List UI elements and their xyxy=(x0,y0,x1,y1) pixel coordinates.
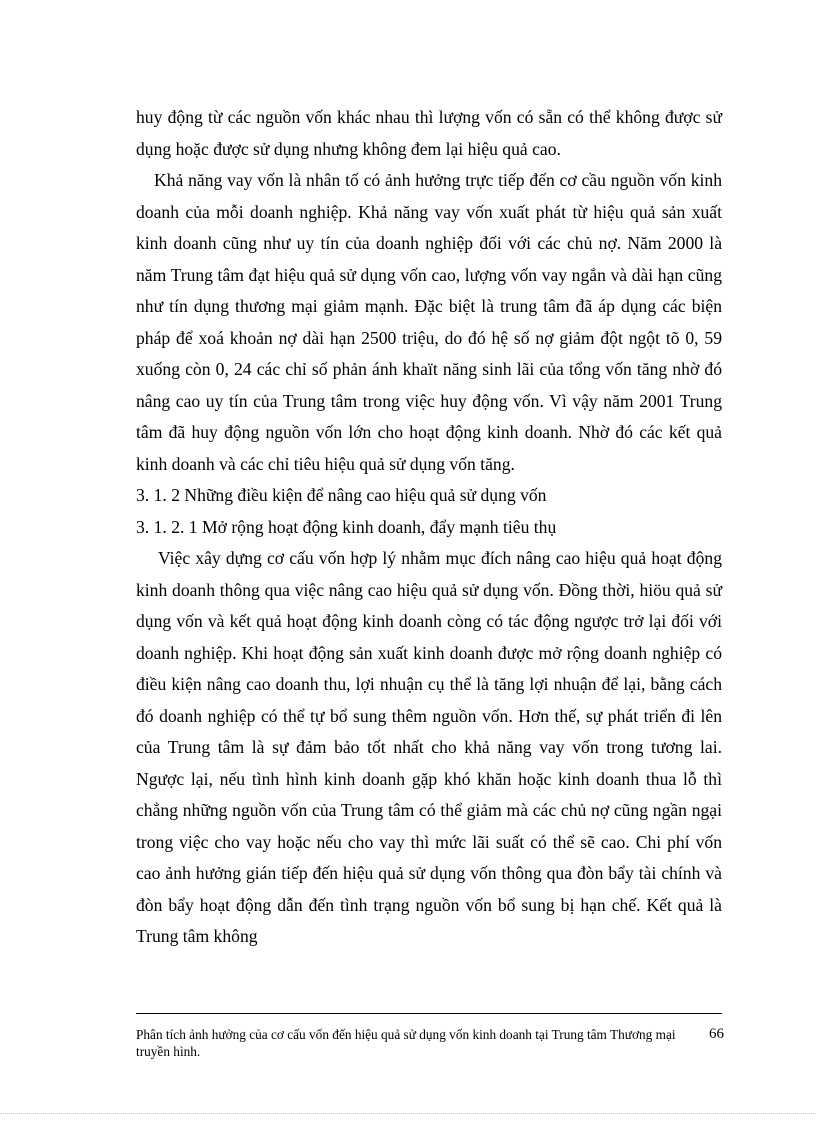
section-heading-3-1-2: 3. 1. 2 Những điều kiện để nâng cao hiệu quả sử dụng vốn xyxy=(136,485,547,505)
paragraph-capital-structure: Việc xây dựng cơ cấu vốn hợp lý nhằm mục đích nâng cao hiệu quả hoạt động kinh doanh thông qua việc nâng cao hiệu quả sử dụng vốn. Đồng thời, hiöu quả sử dụng vốn và kết quả hoạt động kinh doanh còng có tác động ngược trở lại đối với doanh nghiệp. Khi hoạt động sản xuất kinh doanh được mở rộng doanh nghiệp có điều kiện nâng cao doanh thu, lợi nhuận cụ thể là tăng lợi nhuận để lại, bằng cách đó doanh nghiệp có thể tự bổ sung thêm nguồn vốn. Hơn thế, sự phát triển đi lên của Trung tâm là sự đảm bảo tốt nhất cho khả năng vay vốn trong tương lai. Ngược lại, nếu tình hình kinh doanh gặp khó khăn hoặc kinh doanh thua lỗ thì chẳng những nguồn vốn của Trung tâm có thể giảm mà các chủ nợ cũng ngần ngại trong việc cho vay hoặc nếu cho vay thì mức lãi suất có thể sẽ cao. Chi phí vốn cao ảnh hưởng gián tiếp đến hiệu quả sử dụng vốn thông qua đòn bẩy tài chính và đòn bẩy hoạt động dẫn đến tình trạng nguồn vốn bổ sung bị hạn chế. Kết quả là Trung tâm không xyxy=(136,548,722,946)
section-heading-3-1-2-1: 3. 1. 2. 1 Mở rộng hoạt động kinh doanh, đẩy mạnh tiêu thụ xyxy=(136,516,557,537)
page-footer xyxy=(136,1026,722,1060)
page-number: 66 xyxy=(709,1026,724,1042)
page-bottom-edge xyxy=(0,1113,816,1114)
paragraph-borrowing-capacity: Khả năng vay vốn là nhân tố có ảnh hưởng trực tiếp đến cơ cầu nguồn vốn kinh doanh của mỗi doanh nghiệp. Khả năng vay vốn xuất phát từ hiệu quả sản xuất kinh doanh cũng như uy tín của doanh nghiệp đối với các chủ nợ. Năm 2000 là năm Trung tâm đạt hiệu quả sử dụng vốn cao, lượng vốn vay ngắn và dài hạn cũng như tín dụng thương mại giảm mạnh. Đặc biệt là trung tâm đã áp dụng các biện pháp để xoá khoản nợ dài hạn 2500 triệu, do đó hệ số nợ giảm đột ngột tõ 0, 59 xuống còn 0, 24 các chỉ số phản ánh khaït năng sinh lãi của tổng vốn tăng nhờ đó nâng cao uy tín của Trung tâm trong việc huy động vốn. Vì vậy năm 2001 Trung tâm đã huy động nguồn vốn lớn cho hoạt động kinh doanh. Nhờ đó các kết quả kinh doanh và các chỉ tiêu hiệu quả sử dụng vốn tăng. xyxy=(136,170,722,474)
paragraph-continued: huy động từ các nguồn vốn khác nhau thì lượng vốn có sẵn có thể không được sử dụng hoặc được sử dụng nhưng không đem lại hiệu quả cao. xyxy=(136,107,722,159)
page-body xyxy=(136,102,722,953)
footer-divider xyxy=(136,1013,722,1014)
footer-title: Phân tích ảnh hưởng của cơ cấu vốn đến hiệu quả sử dụng vốn kinh doanh tại Trung tâm Thương mại truyền hình. xyxy=(136,1027,676,1059)
